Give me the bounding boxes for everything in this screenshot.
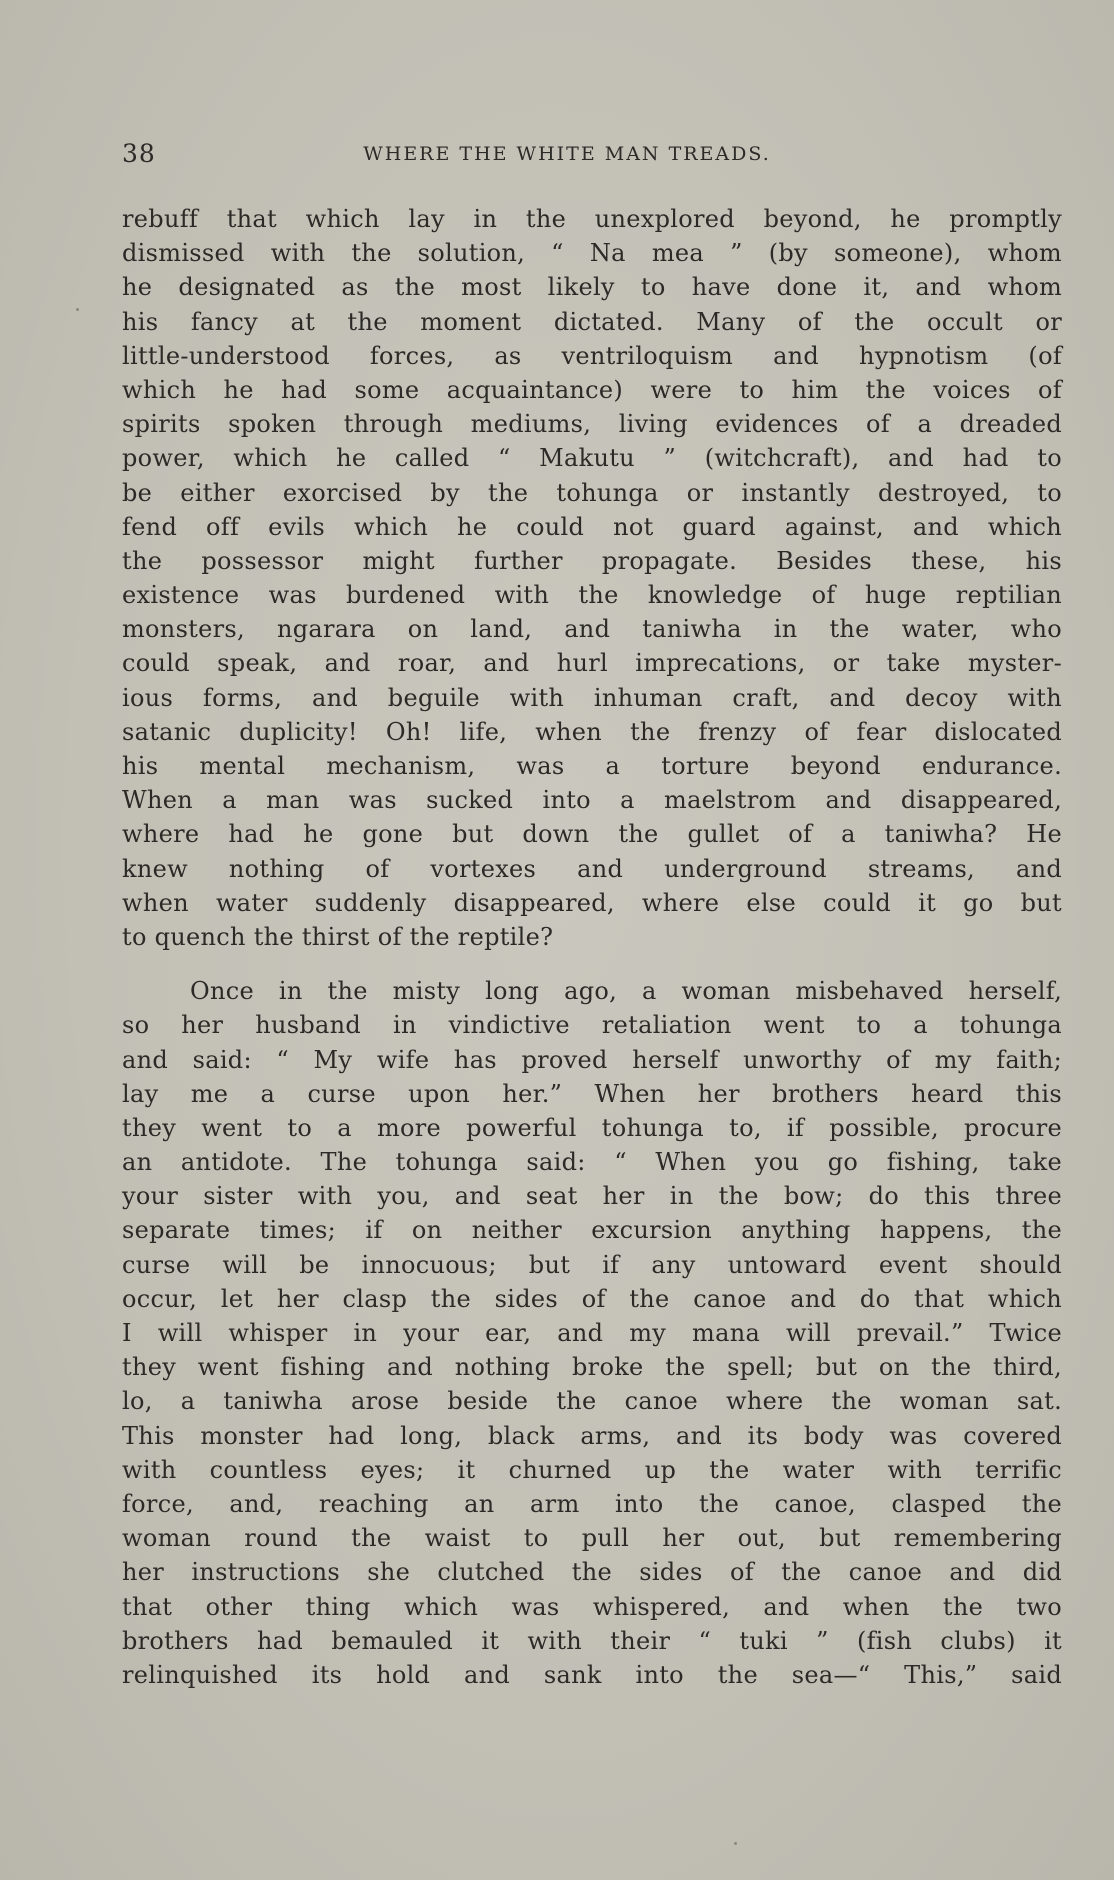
text-line: her instructions she clutched the sides of the canoe and did bbox=[122, 1558, 1062, 1587]
text-line: an antidote. The tohunga said: “ When you go fishing, take bbox=[122, 1148, 1062, 1177]
page-number: 38 bbox=[122, 139, 156, 168]
text-line: knew nothing of vortexes and underground streams, and bbox=[122, 854, 1062, 883]
text-line: Once in the misty long ago, a woman misbehaved herself, bbox=[190, 977, 1062, 1006]
text-line: his fancy at the moment dictated. Many of the occult or bbox=[122, 307, 1062, 336]
body-text bbox=[122, 202, 1062, 1692]
text-line: lo, a taniwha arose beside the canoe where the woman sat. bbox=[122, 1387, 1062, 1416]
text-line: existence was burdened with the knowledge of huge reptilian bbox=[122, 581, 1062, 610]
text-line: they went fishing and nothing broke the spell; but on the third, bbox=[122, 1353, 1062, 1382]
text-line: spirits spoken through mediums, living evidences of a dreaded bbox=[122, 410, 1062, 439]
text-line: your sister with you, and seat her in the bow; do this three bbox=[122, 1182, 1062, 1211]
text-line: be either exorcised by the tohunga or instantly destroyed, to bbox=[122, 478, 1062, 507]
text-line: force, and, reaching an arm into the canoe, clasped the bbox=[122, 1489, 1062, 1518]
paragraph-1 bbox=[122, 202, 1062, 954]
text-line: which he had some acquaintance) were to him the voices of bbox=[122, 375, 1062, 404]
text-line: with countless eyes; it churned up the water with terrific bbox=[122, 1455, 1062, 1484]
running-head bbox=[122, 139, 1012, 175]
text-line: rebuff that which lay in the unexplored beyond, he promptly bbox=[122, 205, 1062, 233]
text-line: where had he gone but down the gullet of a taniwha? He bbox=[122, 820, 1062, 849]
paragraph-gap bbox=[122, 954, 1062, 974]
text-line: This monster had long, black arms, and its body was covered bbox=[122, 1421, 1062, 1450]
text-line: to quench the thirst of the reptile? bbox=[122, 922, 554, 951]
text-line: occur, let her clasp the sides of the canoe and do that which bbox=[122, 1284, 1062, 1313]
text-line: his mental mechanism, was a torture beyond endurance. bbox=[122, 752, 1062, 780]
text-line: brothers had bemauled it with their “ tuki ” (fish clubs) it bbox=[122, 1626, 1062, 1655]
text-line: relinquished its hold and sank into the sea—“ This,” said bbox=[122, 1660, 1062, 1689]
text-line: satanic duplicity! Oh! life, when the frenzy of fear dislocated bbox=[122, 717, 1062, 746]
text-line: that other thing which was whispered, and when the two bbox=[122, 1592, 1062, 1621]
text-line: could speak, and roar, and hurl imprecations, or take myster- bbox=[122, 649, 1062, 678]
text-line: curse will be innocuous; but if any untoward event should bbox=[122, 1250, 1062, 1279]
text-line: ious forms, and beguile with inhuman craft, and decoy with bbox=[122, 683, 1062, 712]
paper-speck bbox=[76, 308, 79, 311]
text-line: the possessor might further propagate. Besides these, his bbox=[122, 546, 1062, 575]
running-head-title: WHERE THE WHITE MAN TREADS. bbox=[363, 143, 771, 165]
text-line: fend off evils which he could not guard against, and which bbox=[122, 512, 1062, 541]
text-line: power, which he called “ Makutu ” (witchcraft), and had to bbox=[122, 444, 1062, 473]
text-line: lay me a curse upon her.” When her brothers heard this bbox=[122, 1079, 1062, 1108]
paper-speck bbox=[734, 1842, 737, 1845]
text-line: monsters, ngarara on land, and taniwha in the water, who bbox=[122, 615, 1062, 644]
text-line: he designated as the most likely to have done it, and whom bbox=[122, 273, 1062, 302]
paragraph-2 bbox=[122, 974, 1062, 1692]
text-line: and said: “ My wife has proved herself unworthy of my faith; bbox=[122, 1045, 1062, 1074]
text-line: so her husband in vindictive retaliation went to a tohunga bbox=[122, 1011, 1062, 1040]
text-line: woman round the waist to pull her out, but remembering bbox=[122, 1524, 1062, 1553]
text-line: separate times; if on neither excursion anything happens, the bbox=[122, 1216, 1062, 1245]
text-line: I will whisper in your ear, and my mana will prevail.” Twice bbox=[122, 1319, 1062, 1347]
text-line: when water suddenly disappeared, where else could it go but bbox=[122, 888, 1062, 917]
text-line: When a man was sucked into a maelstrom and disappeared, bbox=[122, 786, 1062, 815]
text-line: little-understood forces, as ventriloquism and hypnotism (of bbox=[122, 341, 1062, 370]
text-line: dismissed with the solution, “ Na mea ” (by someone), whom bbox=[122, 239, 1062, 268]
text-line: they went to a more powerful tohunga to, if possible, procure bbox=[122, 1113, 1062, 1142]
